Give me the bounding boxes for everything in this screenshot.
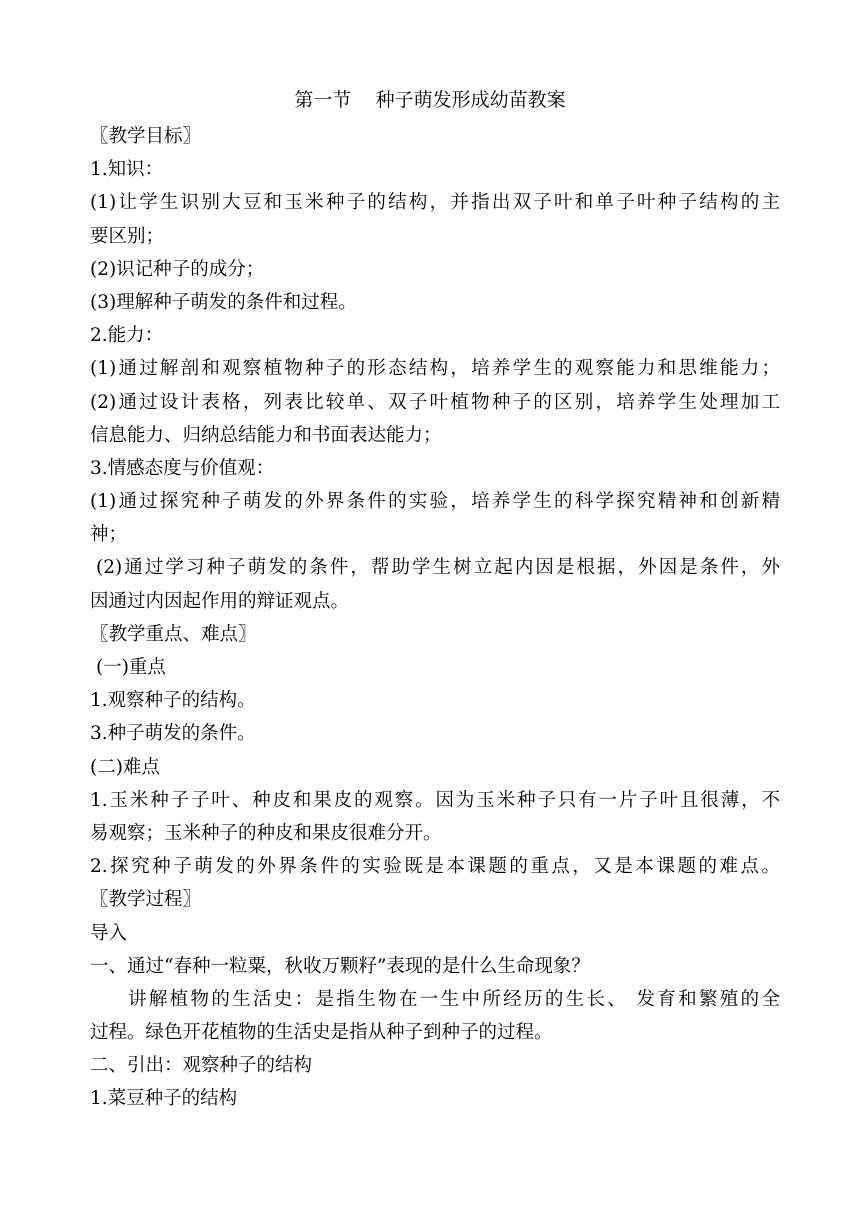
text-line: 神； [90,524,128,546]
text-line: 〖教学目标〗 [90,126,202,147]
text-line: 易观察；玉米种子的种皮和果皮很难分开。 [90,822,442,844]
text-line: (1)通过探究种子萌发的外界条件的实验，培养学生的科学探究精神和创新精 [90,491,780,513]
text-line: 1.知识： [90,159,164,181]
text-line: 3.情感态度与价值观： [90,457,275,479]
text-line: 导入 [90,922,128,944]
document-title: 第一节 种子萌发形成幼苗教案 [294,89,566,111]
text-line: 1.菜豆种子的结构 [90,1088,238,1110]
text-line: 〖教学过程〗 [90,889,202,911]
text-line: 2.探究种子萌发的外界条件的实验既是本课题的重点，又是本课题的难点。 [90,856,780,878]
text-line: 2.能力： [90,325,164,347]
document-body [90,120,780,1116]
text-line: 讲解植物的生活史：是指生物在一生中所经历的生长、 发育和繁殖的全 [128,988,780,1010]
text-line: 一、通过“春种一粒粟，秋收万颗籽”表现的是什么生命现象？ [90,955,590,977]
text-line: 〖教学重点、难点〗 [90,623,257,645]
text-line: 要区别； [90,225,165,247]
text-line: 因通过内因起作用的辩证观点。 [90,590,350,612]
text-line: (1)让学生识别大豆和玉米种子的结构，并指出双子叶和单子叶种子结构的主 [90,192,780,214]
text-line: 信息能力、归纳总结能力和书面表达能力； [90,424,442,446]
text-line: (2)通过设计表格，列表比较单、双子叶植物种子的区别，培养学生处理加工 [90,391,780,413]
text-line: 3.种子萌发的条件。 [90,723,256,745]
text-line: 二、引出：观察种子的结构 [90,1055,313,1077]
text-line: (2)识记种子的成分； [90,258,265,280]
text-line: 1.观察种子的结构。 [90,690,256,712]
text-line: (一)重点 [96,657,166,678]
text-line: 1.玉米种子子叶、种皮和果皮的观察。因为玉米种子只有一片子叶且很薄，不 [90,789,780,811]
text-line: (1)通过解剖和观察植物种子的形态结构，培养学生的观察能力和思维能力； [90,358,780,380]
text-line: 过程。绿色开花植物的生活史是指从种子到种子的过程。 [90,1022,553,1044]
text-line: (3)理解种子萌发的条件和过程。 [90,291,357,313]
text-line: (二)难点 [90,756,160,778]
text-line: (2)通过学习种子萌发的条件，帮助学生树立起内因是根据，外因是条件，外 [96,557,780,579]
